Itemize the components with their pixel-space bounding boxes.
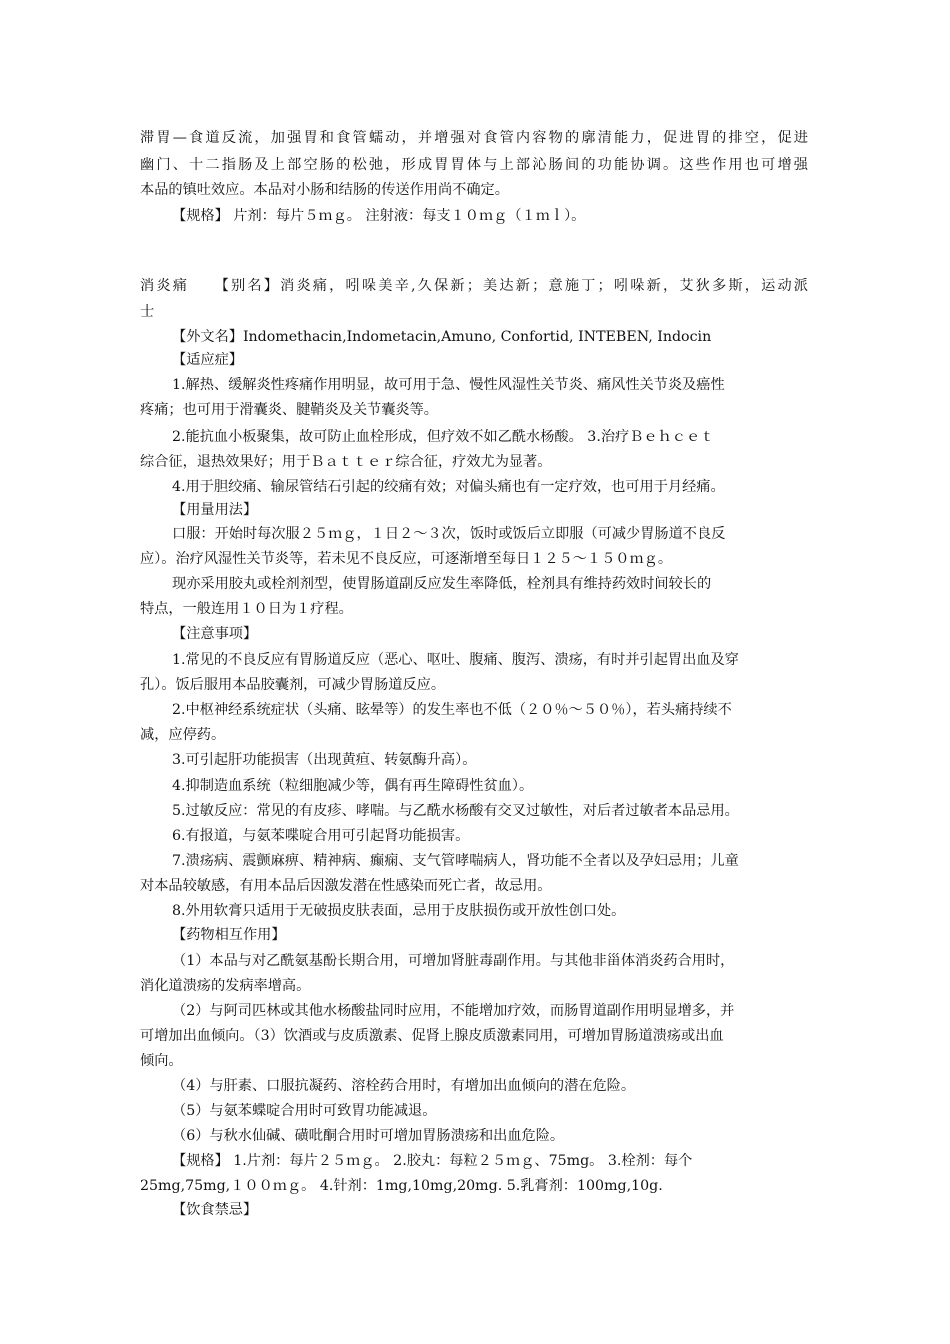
text-line: 可增加出血倾向。（3）饮酒或与皮质激素、促肾上腺皮质激素同用，可增加胃肠道溃疡或出血 <box>140 1028 724 1044</box>
section-heading-diet: 【饮食禁忌】 <box>172 1202 258 1218</box>
text-line: 7.溃疡病、震颤麻痹、精神病、癫痫、支气管哮喘病人，肾功能不全者以及孕妇忌用；儿童 <box>172 853 739 869</box>
drug-header-cont: 士 <box>140 304 155 320</box>
text-line: 应）。治疗风湿性关节炎等，若未见不良反应，可逐渐增至每日１２５～１５０ｍｇ。 <box>140 551 673 567</box>
text-line: 1.解热、缓解炎性疼痛作用明显，故可用于急、慢性风湿性关节炎、痛风性关节炎及癌性 <box>172 377 725 393</box>
text-line: 2.能抗血小板聚集，故可防止血栓形成，但疗效不如乙酰水杨酸。 3.治疗Ｂｅｈｃｅｔ <box>172 429 715 445</box>
text-line: 综合征，退热效果好；用于Ｂａｔｔｅｒ综合征，疗效尤为显著。 <box>140 454 552 470</box>
text-line: 2.中枢神经系统症状（头痛、眩晕等）的发生率也不低（２０％～５０％），若头痛持续不 <box>172 702 732 718</box>
text-line: 幽门、十二指肠及上部空肠的松弛，形成胃胃体与上部沁肠间的功能协调。这些作用也可增强 <box>140 157 808 173</box>
text-line: 减，应停药。 <box>140 727 226 743</box>
text-line: 特点，一般连用１０日为１疗程。 <box>140 601 353 617</box>
text-line: 倾向。 <box>140 1053 183 1069</box>
text-line: 口服：开始时每次服２５ｍｇ，１日２～３次，饭时或饭后立即服（可减少胃肠道不良反 <box>172 526 726 542</box>
text-line: （1）本品与对乙酰氨基酚长期合用，可增加肾脏毒副作用。与其他非甾体消炎药合用时， <box>172 953 735 969</box>
text-line: 6.有报道，与氨苯喋啶合用可引起肾功能损害。 <box>172 828 470 844</box>
spec-line: 【规格】 1.片剂：每片２５ｍｇ。 2.胶丸：每粒２５ｍｇ、75mg。 3.栓剂：每个 <box>172 1153 693 1169</box>
text-line: 现亦采用胶丸或栓剂剂型，使胃肠道副反应发生率降低，栓剂具有维持药效时间较长的 <box>172 576 712 592</box>
text-line: （4）与肝素、口服抗凝药、溶栓药合用时，有增加出血倾向的潜在危险。 <box>172 1078 636 1094</box>
text-line: 对本品较敏感，有用本品后因激发潜在性感染而死亡者，故忌用。 <box>140 878 552 894</box>
text-line: 本品的镇吐效应。本品对小肠和结肠的传送作用尚不确定。 <box>140 182 509 198</box>
text-line: 消化道溃疡的发病率增高。 <box>140 978 311 994</box>
text-line: 3.可引起肝功能损害（出现黄疸、转氨酶升高）。 <box>172 752 477 768</box>
section-heading-dosage: 【用量用法】 <box>172 502 258 518</box>
text-line: 5.过敏反应：常见的有皮疹、哮喘。与乙酰水杨酸有交叉过敏性，对后者过敏者本品忌用。 <box>172 803 739 819</box>
text-line: 1.常见的不良反应有胃肠道反应（恶心、呕吐、腹痛、腹泻、溃疡，有时并引起胃出血及穿 <box>172 652 739 668</box>
text-line: 8.外用软膏只适用于无破损皮肤表面，忌用于皮肤损伤或开放性创口处。 <box>172 903 626 919</box>
section-heading-interactions: 【药物相互作用】 <box>172 927 286 943</box>
foreign-name: 【外文名】Indomethacin,Indometacin,Amuno, Confortid, INTEBEN, Indocin <box>172 329 712 345</box>
text-line: 4.用于胆绞痛、输尿管结石引起的绞痛有效；对偏头痛也有一定疗效，也可用于月经痛。 <box>172 479 725 495</box>
text-line: 疼痛；也可用于滑囊炎、腱鞘炎及关节囊炎等。 <box>140 402 438 418</box>
spec-line: 【规格】 片剂：每片５ｍｇ。 注射液：每支１０ｍｇ（１ｍｌ）。 <box>172 208 586 224</box>
text-line: 滞胃—食道反流，加强胃和食管蠕动，并增强对食管内容物的廓清能力，促进胃的排空，促进 <box>140 130 808 146</box>
section-heading-precautions: 【注意事项】 <box>172 626 258 642</box>
spec-line: 25mg,75mg,１００ｍｇ。 4.针剂：1mg,10mg,20mg. 5.乳膏剂：100mg,10g. <box>140 1178 663 1194</box>
text-line: （2）与阿司匹林或其他水杨酸盐同时应用，不能增加疗效，而肠胃道副作用明显增多，并 <box>172 1003 735 1019</box>
text-line: （6）与秋水仙碱、磺吡酮合用时可增加胃肠溃疡和出血危险。 <box>172 1128 565 1144</box>
text-line: （5）与氨苯蝶啶合用时可致胃功能减退。 <box>172 1103 437 1119</box>
section-heading-indications: 【适应症】 <box>172 352 243 368</box>
text-line: 4.抑制造血系统（粒细胞减少等，偶有再生障碍性贫血）。 <box>172 778 534 794</box>
drug-header: 消炎痛 【别名】消炎痛，吲哚美辛,久保新；美达新；意施丁；吲哚新，艾狄多斯，运动派 <box>140 278 808 294</box>
text-line: 孔）。饭后服用本品胶囊剂，可减少胃肠道反应。 <box>140 677 446 693</box>
